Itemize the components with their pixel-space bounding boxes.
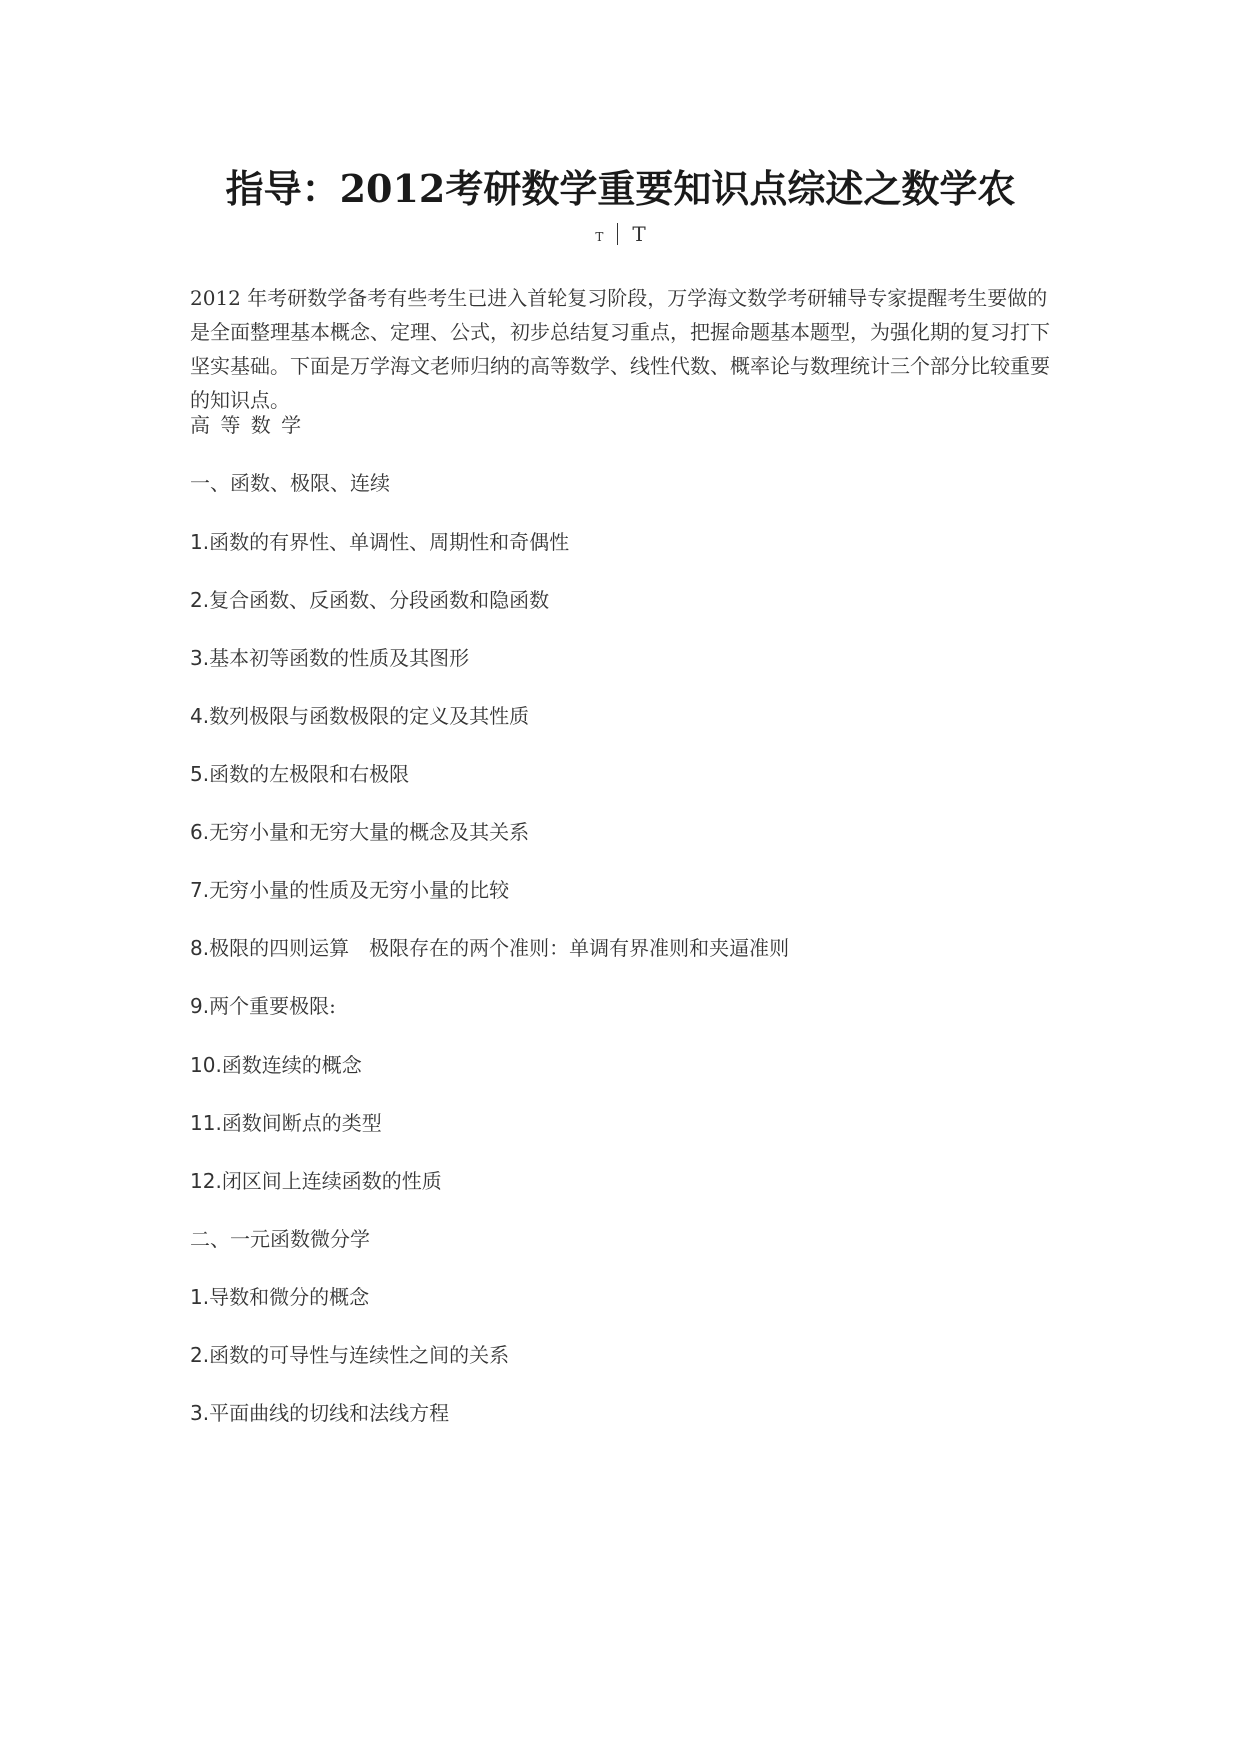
item-text: 函数的可导性与连续性之间的关系 [209,1343,510,1367]
item-text: 函数的左极限和右极限 [209,762,410,786]
list-item [190,1281,369,1310]
font-size-controls [0,222,1241,246]
list-item [190,816,529,845]
item-text: 复合函数、反函数、分段函数和隐函数 [209,588,550,612]
list-item [190,1107,382,1136]
list-item [190,874,509,903]
item-number: 2. [190,1343,210,1367]
font-size-divider [617,223,618,245]
item-number: 3. [190,1401,210,1425]
item-text: 数列极限与函数极限的定义及其性质 [209,704,530,728]
item-number: 5. [190,762,210,786]
item-text: 函数间断点的类型 [221,1111,382,1135]
chapter-heading: 一、函数、极限、连续 [190,471,390,495]
list-item [190,1165,442,1194]
item-text: 极限的四则运算 极限存在的两个准则：单调有界准则和夹逼准则 [209,936,790,960]
item-number: 2. [190,588,210,612]
item-number: 7. [190,878,210,902]
item-number: 11. [190,1111,222,1135]
list-item [190,584,549,613]
list-item [190,932,789,961]
item-number: 1. [190,1285,210,1309]
increase-font-button[interactable]: T [632,222,646,246]
item-text: 无穷小量的性质及无穷小量的比较 [209,878,510,902]
chapter-heading: 二、一元函数微分学 [190,1227,370,1251]
list-item [190,758,409,787]
list-item [190,1339,509,1368]
list-item [190,526,569,555]
item-number: 10. [190,1053,222,1077]
article-title: 指导：2012考研数学重要知识点综述之数学农 [225,166,1016,211]
item-text: 函数的有界性、单调性、周期性和奇偶性 [209,530,570,554]
list-item [190,642,469,671]
item-number: 9. [190,994,210,1018]
item-text: 平面曲线的切线和法线方程 [209,1401,450,1425]
item-number: 4. [190,704,210,728]
list-item [190,990,336,1019]
item-number: 3. [190,646,210,670]
list-item [190,1397,449,1426]
item-text: 两个重要极限: [209,994,336,1018]
item-number: 1. [190,530,210,554]
decrease-font-button[interactable]: T [595,230,604,244]
item-text: 函数连续的概念 [221,1053,362,1077]
item-text: 导数和微分的概念 [209,1285,370,1309]
item-number: 12. [190,1169,222,1193]
item-text: 基本初等函数的性质及其图形 [209,646,470,670]
item-text: 无穷小量和无穷大量的概念及其关系 [209,820,530,844]
item-text: 闭区间上连续函数的性质 [221,1169,442,1193]
section-heading: 高 等 数 学 [190,413,304,437]
item-number: 8. [190,936,210,960]
list-item [190,700,529,729]
item-number: 6. [190,820,210,844]
list-item [190,1049,362,1078]
intro-paragraph: 2012 年考研数学备考有些考生已进入首轮复习阶段，万学海文数学考研辅导专家提醒考生要做的是全面整理基本概念、定理、公式，初步总结复习重点，把握命题基本题型，为强化期的复习打下坚实基础。下面是万学海文老师归纳的高等数学、线性代数、概率论与数理统计三个部分比较重要的知识点。 [190,286,1050,412]
